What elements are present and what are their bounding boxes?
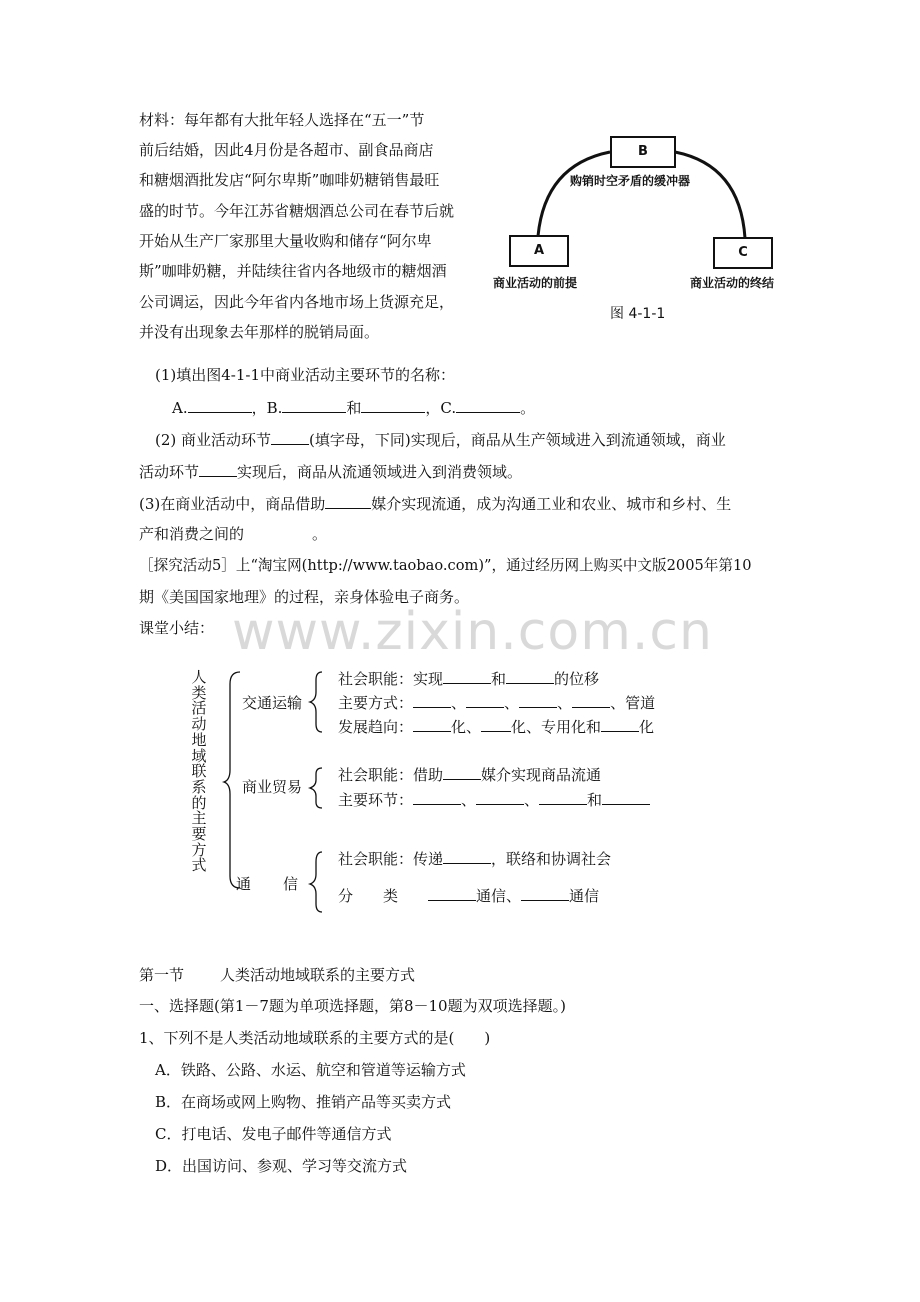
figure-label-b: 购销时空矛盾的缓冲器	[570, 174, 691, 188]
option-c: C．打电话、发电子邮件等通信方式	[155, 1125, 392, 1143]
label-c: ，C.	[425, 399, 457, 417]
text: (填字母，下同)实现后，商品从生产领域进入到流通领域，商业	[309, 431, 726, 449]
summary-title: 课堂小结：	[139, 619, 215, 637]
transport-line3: 发展趋向： 化、 化、专用化和 化	[338, 718, 655, 736]
material-line: 前后结婚，因此4月份是各超市、副食品商店	[139, 141, 434, 159]
material-line: 盛的时节。今年江苏省糖烟酒总公司在春节后就	[139, 202, 455, 220]
figure-box-a: A	[509, 235, 569, 267]
text: (2) 商业活动环节	[155, 431, 272, 449]
trade-line2: 主要环节： 、 、 和	[338, 789, 650, 810]
material-line: 斯”咖啡奶糖，并陆续往省内各地级市的糖烟酒	[139, 262, 447, 280]
comm-line1: 社会职能：传递 ，联络和协调社会	[338, 850, 612, 868]
figure-label-c: 商业活动的终结	[690, 276, 775, 290]
summary-root: 人 类 活 动 地 域 联 系 的 主 要 方 式	[191, 668, 207, 875]
material-line: 并没有出现象去年那样的脱销局面。	[139, 323, 380, 341]
material-line: 材料：每年都有大批年轻人选择在“五一”节	[139, 111, 425, 129]
comm-line2: 分 类 通信、 通信	[338, 887, 600, 905]
material-line: 开始从生产厂家那里大量收购和储存“阿尔卑	[139, 232, 432, 250]
option-d: D．出国访问、参观、学习等交流方式	[155, 1157, 408, 1175]
section-part1: 一、选择题(第1－7题为单项选择题，第8－10题为双项选择题。)	[139, 997, 566, 1015]
explore-line1: ［探究活动5］上“淘宝网(http://www.taobao.com)”，通过经历网上购买中文版2005年第10	[139, 557, 752, 574]
period: 。	[520, 399, 536, 417]
explore-line2: 期《美国国家地理》的过程，亲身体验电子商务。	[139, 588, 470, 606]
text: 活动环节	[139, 463, 200, 481]
text: 产和消费之间的	[139, 525, 245, 543]
question-1: (1)填出图4-1-1中商业活动主要环节的名称：	[155, 366, 456, 384]
watermark: www.zixin.com.cn	[232, 602, 713, 662]
trade-line1: 社会职能：借助 媒介实现商品流通	[338, 766, 602, 784]
text: 。	[312, 525, 328, 543]
text: (3)在商业活动中，商品借助	[139, 495, 326, 513]
option-b: B．在商场或网上购物、推销产品等买卖方式	[155, 1093, 452, 1111]
transport-line1: 社会职能：实现 和 的位移	[338, 670, 600, 688]
section-question-1: 1、下列不是人类活动地域联系的主要方式的是( )	[139, 1029, 491, 1047]
figure-box-c: C	[713, 237, 773, 269]
text: 实现后，商品从流通领域进入到消费领域。	[237, 463, 523, 481]
transport-title: 交通运输	[242, 694, 303, 712]
label-he: 和	[346, 399, 362, 417]
text: 媒介实现流通，成为沟通工业和农业、城市和乡村、生	[371, 495, 732, 513]
label-a: A.	[172, 399, 188, 417]
option-a: A．铁路、公路、水运、航空和管道等运输方式	[155, 1061, 466, 1079]
material-line: 公司调运，因此今年省内各地市场上货源充足，	[139, 293, 455, 311]
section-title: 第一节 人类活动地域联系的主要方式	[139, 966, 416, 984]
transport-line2: 主要方式： 、 、 、 、管道	[338, 694, 656, 712]
figure-box-b: B	[610, 136, 676, 168]
comm-title: 通 信	[236, 875, 299, 893]
figure-label-a: 商业活动的前提	[493, 276, 578, 290]
label-b: ，B.	[251, 399, 283, 417]
material-line: 和糖烟酒批发店“阿尔卑斯”咖啡奶糖销售最旺	[139, 171, 440, 189]
trade-title: 商业贸易	[242, 778, 303, 796]
figure-caption: 图 4-1-1	[610, 306, 666, 322]
